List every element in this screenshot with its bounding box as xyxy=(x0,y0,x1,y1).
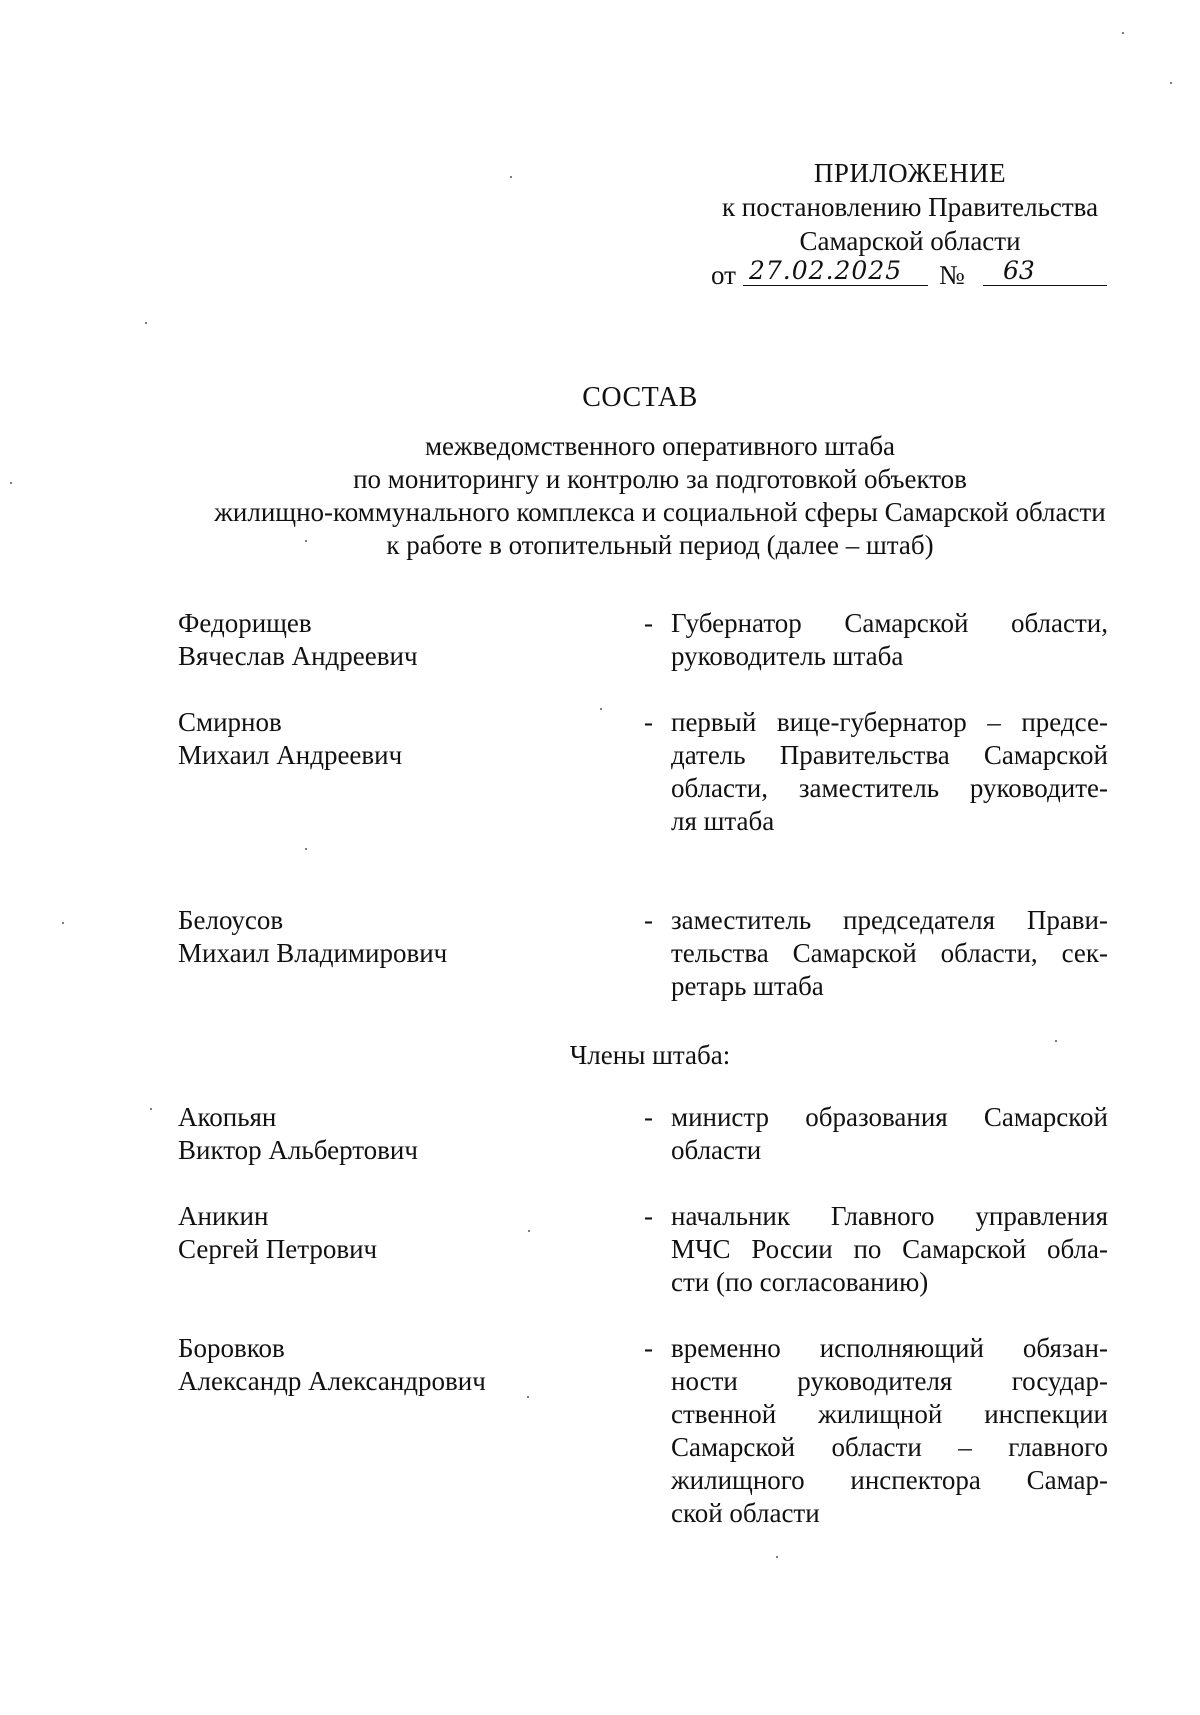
role-line xyxy=(671,1365,1108,1398)
document-subtitle xyxy=(160,430,1160,562)
role-word: тельства xyxy=(671,938,769,968)
scan-speck xyxy=(145,322,147,324)
role-word: вице-губернатор xyxy=(776,707,967,737)
role-line: ской области xyxy=(671,1498,820,1528)
person-surname: Боровков xyxy=(178,1333,285,1363)
role-word: министр xyxy=(671,1102,770,1132)
document-title: СОСТАВ xyxy=(582,382,698,413)
role-word: Правительства xyxy=(779,740,950,770)
role-line xyxy=(671,1398,1108,1431)
scan-speck xyxy=(62,922,64,924)
role-word: России xyxy=(751,1234,833,1264)
role-word: Губернатор xyxy=(671,608,802,638)
role-word: государ- xyxy=(1011,1366,1108,1396)
scan-speck xyxy=(305,540,307,542)
role-word: предсе- xyxy=(1021,707,1108,737)
role-word: – xyxy=(958,1432,972,1462)
role-word: Самарской xyxy=(983,740,1108,770)
role-line xyxy=(671,904,1108,937)
role-word: по xyxy=(853,1234,882,1264)
role-line xyxy=(671,772,1108,805)
person-name xyxy=(178,1332,618,1398)
role-word: первый xyxy=(671,707,757,737)
role-line xyxy=(671,1332,1108,1365)
role-word: МЧС xyxy=(671,1234,731,1264)
role-word: временно xyxy=(671,1333,781,1363)
scan-speck xyxy=(600,708,602,710)
scan-speck xyxy=(305,848,307,850)
entry-dash: - xyxy=(644,1333,653,1363)
role-word: Прави- xyxy=(1026,905,1108,935)
scan-speck xyxy=(776,1556,778,1558)
role-line xyxy=(671,1431,1108,1464)
person-surname: Акопьян xyxy=(178,1102,277,1132)
role-word: жилищной xyxy=(818,1399,943,1429)
scan-speck xyxy=(1122,32,1124,34)
person-name xyxy=(178,607,618,673)
role-word: датель xyxy=(671,740,746,770)
role-word: области, xyxy=(671,773,769,803)
role-line xyxy=(671,607,1108,640)
role-line xyxy=(671,1200,1108,1233)
appendix-region-line: Самарской области xyxy=(799,226,1021,256)
members-heading: Члены штаба: xyxy=(569,1040,731,1070)
person-surname: Аникин xyxy=(178,1201,269,1231)
role-word: начальник xyxy=(671,1201,790,1231)
scan-speck xyxy=(510,176,512,178)
role-word: жилищного xyxy=(671,1465,805,1495)
role-line xyxy=(671,1101,1108,1134)
role-word: Самар- xyxy=(1026,1465,1108,1495)
person-name xyxy=(178,1200,618,1266)
role-line: сти (по согласованию) xyxy=(671,1267,929,1297)
person-role xyxy=(671,1200,1108,1299)
role-word: области, xyxy=(1010,608,1108,638)
subtitle-line: к работе в отопительный период (далее – штаб) xyxy=(386,530,934,560)
appendix-resolution-line: к постановлению Правительства xyxy=(721,192,1099,222)
role-word: руководите- xyxy=(969,773,1108,803)
entry-dash: - xyxy=(644,1201,653,1231)
person-role xyxy=(671,1101,1108,1167)
role-word: Самарской xyxy=(844,608,969,638)
person-given-names: Михаил Андреевич xyxy=(178,740,403,770)
scan-speck xyxy=(1055,1040,1057,1042)
role-word: Самарской xyxy=(671,1432,796,1462)
entry-dash: - xyxy=(644,1102,653,1132)
person-name xyxy=(178,706,618,772)
role-word: ственной xyxy=(671,1399,777,1429)
scan-speck xyxy=(150,1108,152,1110)
role-word: Главного xyxy=(830,1201,935,1231)
role-word: главного xyxy=(1008,1432,1108,1462)
role-word: руководителя xyxy=(797,1366,953,1396)
role-word: инспектора xyxy=(850,1465,981,1495)
number-sign: № xyxy=(939,260,965,290)
role-word: Самарской xyxy=(983,1102,1108,1132)
role-word: обла- xyxy=(1046,1234,1108,1264)
scan-speck xyxy=(1170,82,1172,84)
role-word: Самарской xyxy=(792,938,917,968)
role-word: – xyxy=(987,707,1001,737)
role-word: Самарской xyxy=(902,1234,1027,1264)
date-prefix: от xyxy=(711,260,736,290)
role-line xyxy=(671,1233,1108,1266)
role-line: области xyxy=(671,1135,762,1165)
person-surname: Белоусов xyxy=(178,905,284,935)
person-given-names: Александр Александрович xyxy=(178,1366,486,1396)
role-word: области, xyxy=(940,938,1038,968)
subtitle-line: по мониторингу и контролю за подготовкой объектов xyxy=(353,464,967,494)
person-surname: Смирнов xyxy=(178,707,282,737)
role-word: исполняющий xyxy=(819,1333,984,1363)
role-word: обязан- xyxy=(1022,1333,1108,1363)
role-word: заместитель xyxy=(798,773,940,803)
role-word: заместитель xyxy=(671,905,812,935)
scan-speck xyxy=(527,1396,529,1398)
role-word: ности xyxy=(671,1366,738,1396)
subtitle-line: межведомственного оперативного штаба xyxy=(424,431,896,461)
role-line xyxy=(671,706,1108,739)
appendix-title: ПРИЛОЖЕНИЕ xyxy=(813,158,1007,188)
person-role xyxy=(671,607,1108,673)
role-word: инспекции xyxy=(984,1399,1108,1429)
person-role xyxy=(671,706,1108,838)
role-line xyxy=(671,739,1108,772)
scan-speck xyxy=(10,482,12,484)
subtitle-line: жилищно-коммунального комплекса и социальной сферы Самарской области xyxy=(214,497,1106,527)
role-word: управления xyxy=(975,1201,1108,1231)
role-line xyxy=(671,1464,1108,1497)
person-given-names: Виктор Альбертович xyxy=(178,1135,418,1165)
role-word: области xyxy=(831,1432,922,1462)
resolution-date-handwritten: 27.02.2025 xyxy=(743,256,928,286)
person-role xyxy=(671,1332,1108,1530)
scan-speck xyxy=(528,1230,530,1232)
person-given-names: Вячеслав Андреевич xyxy=(178,641,418,671)
person-name xyxy=(178,904,618,970)
person-given-names: Сергей Петрович xyxy=(178,1234,378,1264)
role-word: сек- xyxy=(1061,938,1108,968)
role-word: председателя xyxy=(843,905,995,935)
person-name xyxy=(178,1101,618,1167)
role-line xyxy=(671,937,1108,970)
role-word: образования xyxy=(805,1102,948,1132)
role-line: ля штаба xyxy=(671,806,775,836)
resolution-number-handwritten: 63 xyxy=(983,256,1107,286)
entry-dash: - xyxy=(644,608,653,638)
person-role xyxy=(671,904,1108,1003)
entry-dash: - xyxy=(644,707,653,737)
appendix-header xyxy=(680,156,1140,258)
entry-dash: - xyxy=(644,905,653,935)
person-given-names: Михаил Владимирович xyxy=(178,938,448,968)
role-line: ретарь штаба xyxy=(671,971,824,1001)
person-surname: Федорищев xyxy=(178,608,312,638)
role-line: руководитель штаба xyxy=(671,641,904,671)
